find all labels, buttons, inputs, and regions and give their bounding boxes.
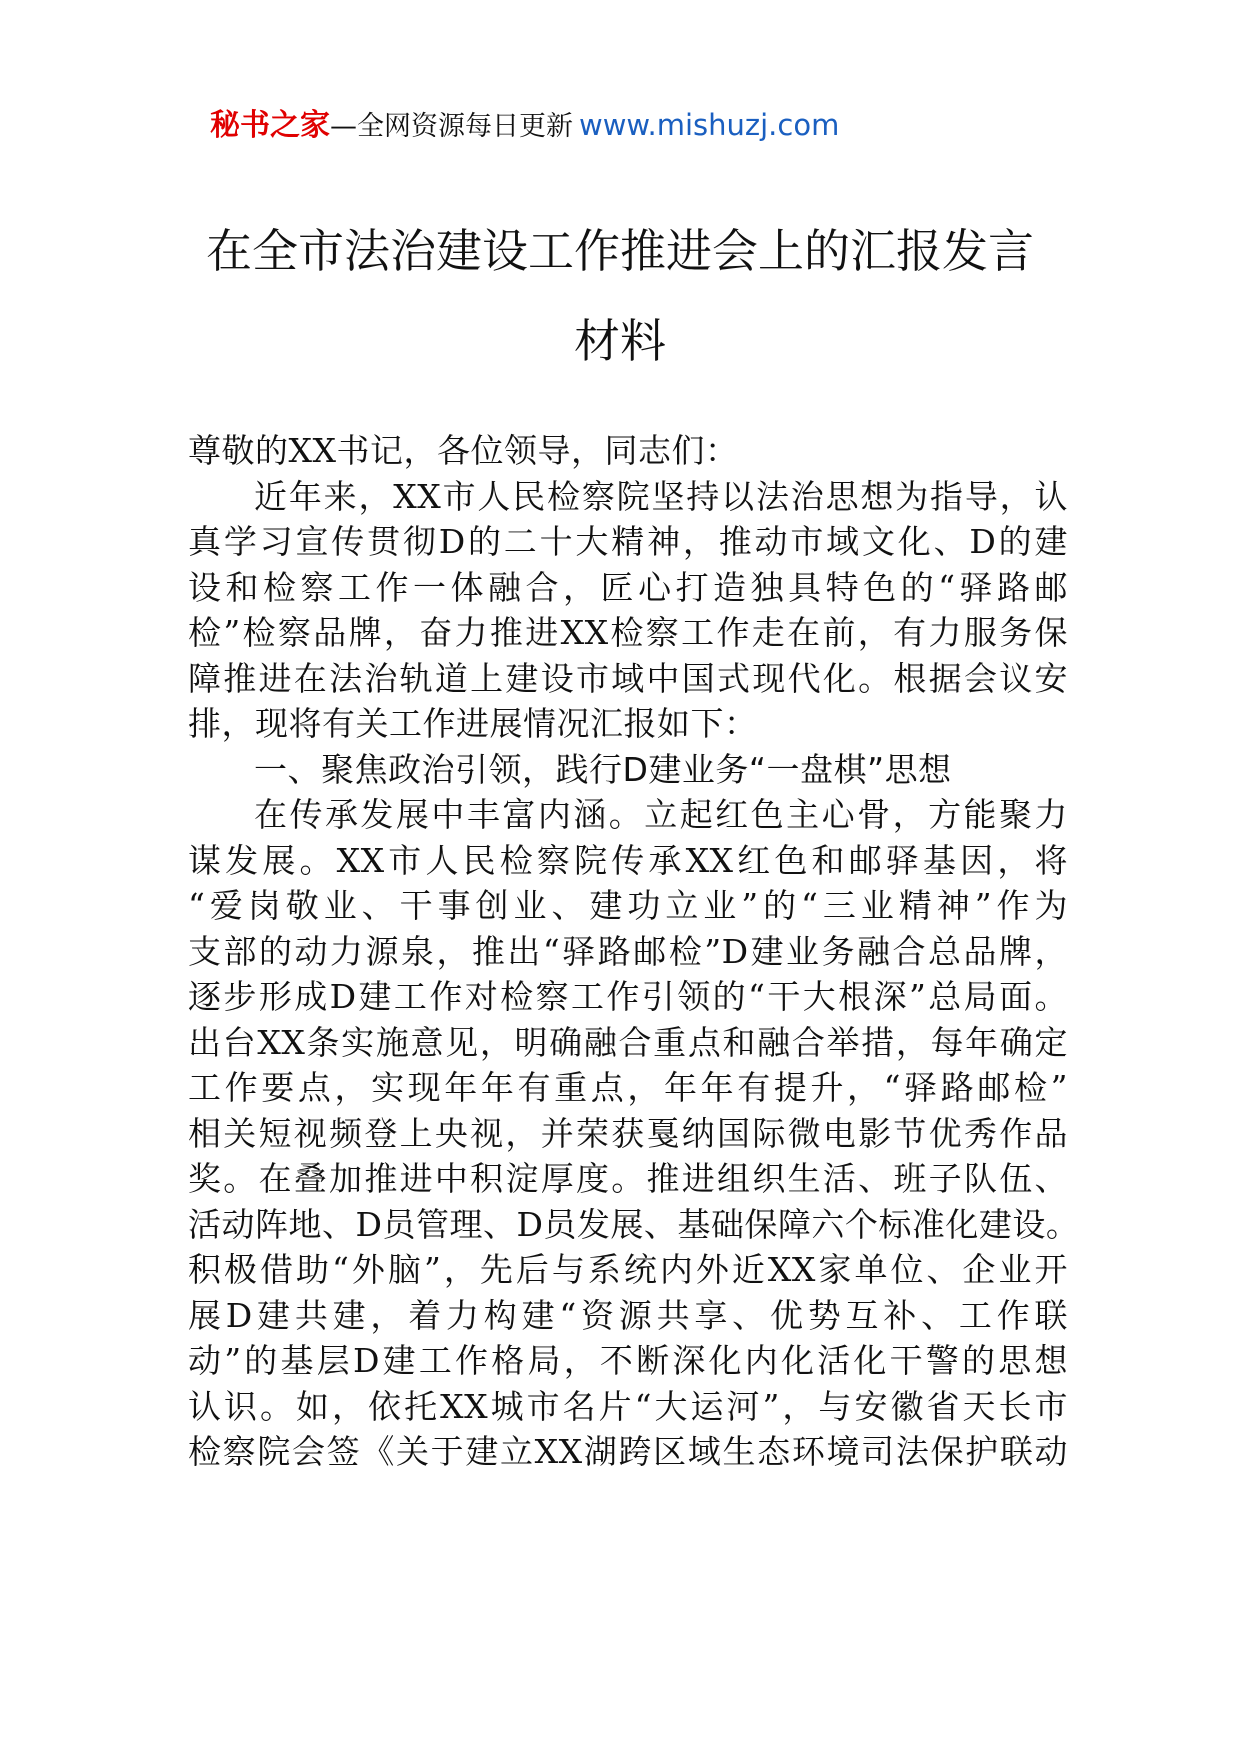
- brand-name: 秘书之家: [210, 108, 330, 143]
- paragraph-line: 活动阵地、D员管理、D员发展、基础保障六个标准化建设。: [188, 1204, 1080, 1244]
- paragraph-line: 设和检察工作一体融合，匠心打造独具特色的“驿路邮: [188, 567, 1068, 607]
- paragraph-line: 障推进在法治轨道上建设市域中国式现代化。根据会议安: [188, 658, 1068, 698]
- section-heading: 一、聚焦政治引领，践行D建业务“一盘棋”思想: [254, 749, 952, 789]
- salutation-line: 尊敬的XX书记，各位领导，同志们：: [188, 431, 739, 470]
- paragraph-line: 谋发展。XX市人民检察院传承XX红色和邮驿基因，将: [188, 840, 1068, 880]
- paragraph-line: 支部的动力源泉，推出“驿路邮检”D建业务融合总品牌，: [188, 931, 1068, 971]
- paragraph-line: 展D建共建，着力构建“资源共享、优势互补、工作联: [188, 1295, 1068, 1335]
- paragraph-line: 检察院会签《关于建立XX湖跨区域生态环境司法保护联动: [188, 1432, 1068, 1471]
- paragraph-line: 出台XX条实施意见，明确融合重点和融合举措，每年确定: [188, 1022, 1068, 1062]
- document-title: [140, 206, 1100, 386]
- paragraph-line: 相关短视频登上央视，并荣获戛纳国际微电影节优秀作品: [188, 1113, 1068, 1153]
- paragraph-line: “爱岗敬业、干事创业、建功立业”的“三业精神”作为: [188, 886, 1068, 925]
- paragraph-line: 检”检察品牌，奋力推进XX检察工作走在前，有力服务保: [188, 613, 1068, 652]
- header-tagline: —全网资源每日更新: [330, 111, 573, 142]
- paragraph-line: 在传承发展中丰富内涵。立起红色主心骨，方能聚力: [254, 795, 1068, 834]
- paragraph-line: 奖。在叠加推进中积淀厚度。推进组织生活、班子队伍、: [188, 1159, 1068, 1198]
- watermark-header: [210, 100, 839, 150]
- paragraph-line: 排，现将有关工作进展情况汇报如下：: [188, 704, 758, 743]
- paragraph-line: 动”的基层D建工作格局，不断深化内化活化干警的思想: [188, 1341, 1068, 1380]
- site-link[interactable]: www.mishuzj.com: [579, 108, 840, 142]
- document-body: [188, 428, 1080, 1475]
- paragraph-line: 认识。如，依托XX城市名片“大运河”，与安徽省天长市: [188, 1386, 1068, 1426]
- paragraph-line: 近年来，XX市人民检察院坚持以法治思想为指导，认: [254, 476, 1068, 516]
- title-line-2: 材料: [574, 314, 666, 368]
- paragraph-line: 逐步形成D建工作对检察工作引领的“干大根深”总局面。: [188, 977, 1068, 1016]
- title-line-1: 在全市法治建设工作推进会上的汇报发言: [206, 224, 1034, 278]
- paragraph-line: 工作要点，实现年年有重点，年年有提升，“驿路邮检”: [188, 1068, 1068, 1107]
- paragraph-line: 积极借助“外脑”，先后与系统内外近XX家单位、企业开: [188, 1250, 1068, 1289]
- paragraph-line: 真学习宣传贯彻D的二十大精神，推动市域文化、D的建: [188, 522, 1068, 561]
